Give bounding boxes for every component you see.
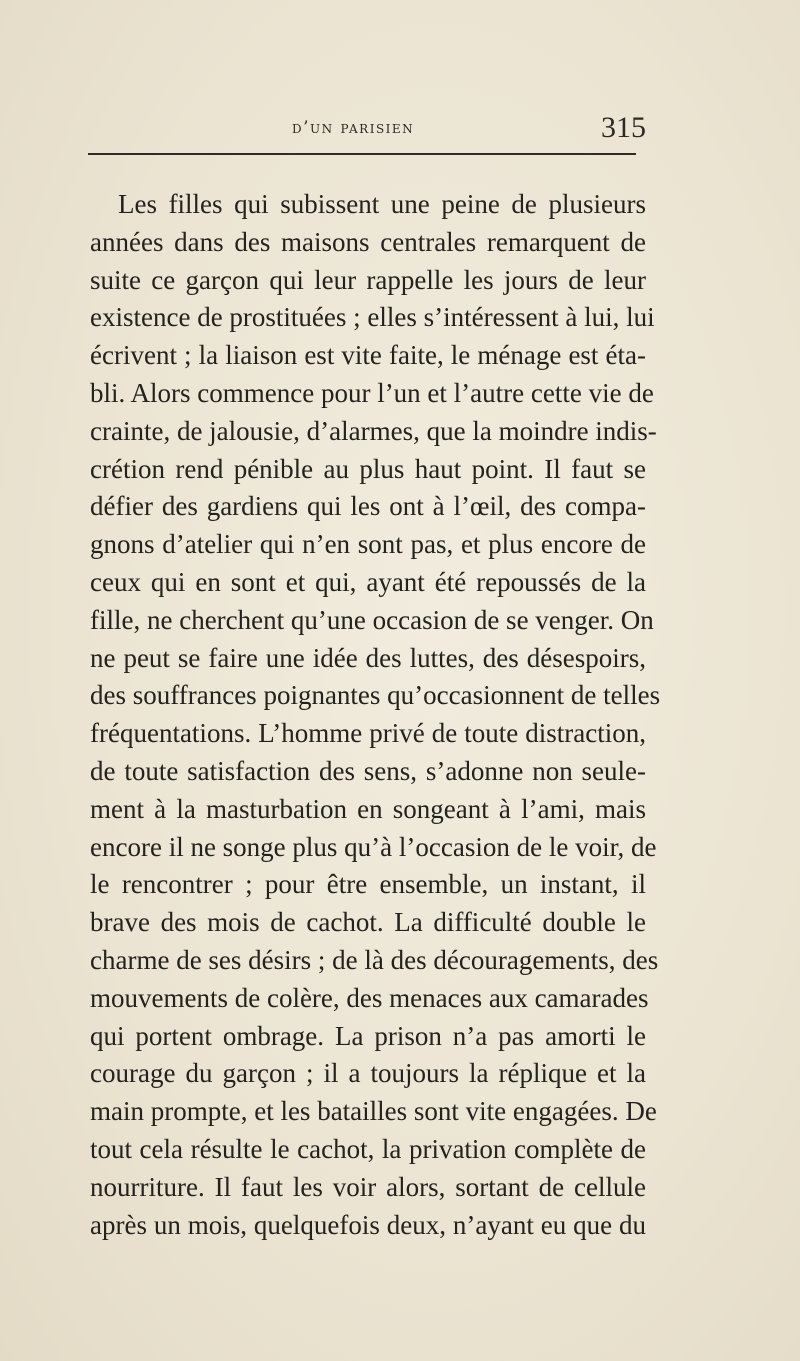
text-line: des souffrances poignantes qu’occasionnent de telles [90, 680, 661, 711]
text-line: qui portent ombrage. La prison n’a pas amorti le [90, 1020, 646, 1051]
text-line: le rencontrer ; pour être ensemble, un instant, il [90, 869, 646, 900]
text-line: Les filles qui subissent une peine de plusieurs [118, 189, 646, 219]
text-line: courage du garçon ; il a toujours la réplique et la [90, 1058, 646, 1089]
text-line: charme de ses désirs ; de là des découragements, des [90, 944, 659, 975]
text-line: tout cela résulte le cachot, la privation complète de [90, 1133, 646, 1164]
text-line: fréquentations. L’homme privé de toute distraction, [90, 718, 646, 749]
text-line: brave des mois de cachot. La difficulté double le [90, 907, 646, 938]
text-line: main prompte, et les batailles sont vite engagées. De [90, 1096, 657, 1127]
text-line: ment à la masturbation en songeant à l’ami, mais [90, 793, 646, 824]
text-line: années dans des maisons centrales remarquent de [90, 226, 646, 257]
running-title: d’un parisien [292, 118, 415, 138]
text-line: ceux qui en sont et qui, ayant été repoussés de la [90, 566, 646, 597]
text-line: encore il ne songe plus qu’à l’occasion de le voir, de [90, 831, 657, 862]
text-line: défier des gardiens qui les ont à l’œil, des compa- [90, 491, 646, 522]
text-line: fille, ne cherchent qu’une occasion de se venger. On [90, 604, 654, 635]
text-line: bli. Alors commence pour l’un et l’autre cette vie de [90, 377, 654, 408]
text-line: après un mois, quelquefois deux, n’ayant eu que du [90, 1209, 646, 1240]
text-line: suite ce garçon qui leur rappelle les jours de leur [90, 264, 646, 295]
text-line: écrivent ; la liaison est vite faite, le ménage est éta- [90, 340, 646, 371]
text-line: nourriture. Il faut les voir alors, sortant de cellule [90, 1171, 646, 1202]
text-line: mouvements de colère, des menaces aux camarades [90, 982, 649, 1013]
text-line: crétion rend pénible au plus haut point. Il faut se [90, 453, 646, 484]
page-number: 315 [601, 111, 646, 144]
body-text [90, 186, 661, 1244]
text-line: ne peut se faire une idée des luttes, des désespoirs, [90, 642, 646, 673]
header-rule [88, 153, 636, 155]
text-line: de toute satisfaction des sens, s’adonne non seule- [90, 755, 646, 786]
text-line: gnons d’atelier qui n’en sont pas, et plus encore de [90, 529, 646, 560]
text-line: crainte, de jalousie, d’alarmes, que la moindre indis- [90, 415, 657, 446]
text-line: existence de prostituées ; elles s’intéressent à lui, lui [90, 302, 655, 333]
